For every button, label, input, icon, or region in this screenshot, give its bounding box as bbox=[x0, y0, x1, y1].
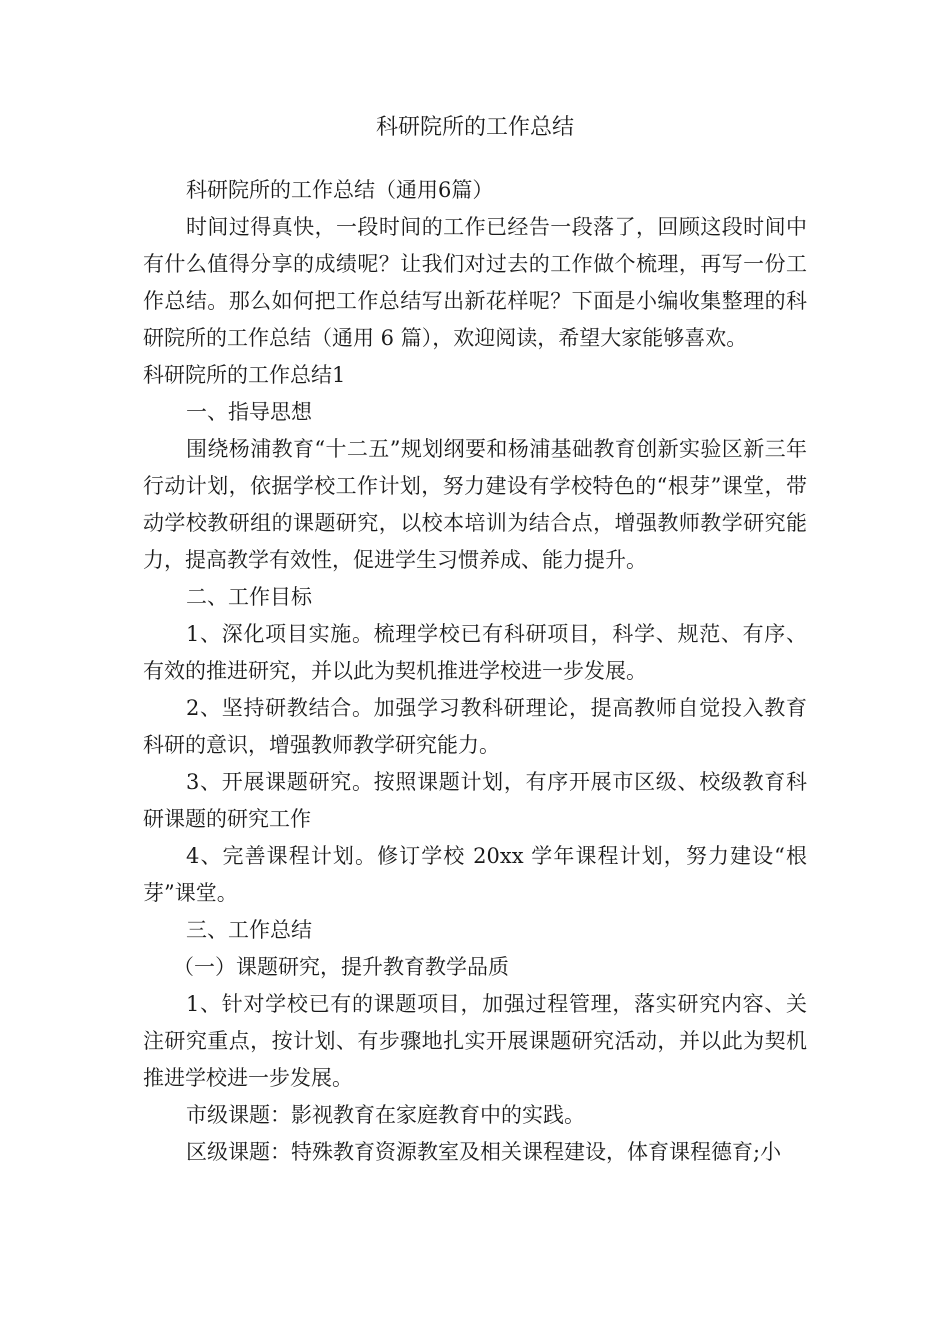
paragraph-subtitle: 科研院所的工作总结（通用6篇） bbox=[186, 178, 494, 202]
paragraph-guiding-ideology: 围绕杨浦教育“十二五”规划纲要和杨浦基础教育创新实验区新三年行动计划，依据学校工作计划，努力建设有学校特色的“根芽”课堂，带动学校教研组的课题研究，以校本培训为结合点，增强教师教学研究能力，提高教学有效性，促进学生习惯养成、能力提升。 bbox=[143, 437, 807, 572]
heading-work-goals: 二、工作目标 bbox=[186, 585, 312, 609]
goal-item-2: 2、坚持研教结合。加强学习教科研理论，提高教师自觉投入教育科研的意识，增强教师教学研究能力。 bbox=[143, 696, 807, 757]
subheading-research: （一）课题研究，提升教育教学品质 bbox=[173, 955, 509, 979]
city-level-topic: 市级课题：影视教育在家庭教育中的实践。 bbox=[186, 1103, 585, 1127]
document-body bbox=[143, 172, 807, 1171]
section-heading: 科研院所的工作总结1 bbox=[143, 363, 346, 387]
goal-item-4: 4、完善课程计划。修订学校 20xx 学年课程计划，努力建设“根芽”课堂。 bbox=[143, 844, 807, 905]
document-title: 科研院所的工作总结 bbox=[375, 115, 574, 140]
paragraph-intro: 时间过得真快，一段时间的工作已经告一段落了，回顾这段时间中有什么值得分享的成绩呢？让我们对过去的工作做个梳理，再写一份工作总结。那么如何把工作总结写出新花样呢？下面是小编收集整理的科研院所的工作总结（通用 6 篇），欢迎阅读，希望大家能够喜欢。 bbox=[143, 215, 807, 350]
goal-item-1: 1、深化项目实施。梳理学校已有科研项目，科学、规范、有序、有效的推进研究，并以此为契机推进学校进一步发展。 bbox=[143, 622, 807, 683]
district-level-topic: 区级课题：特殊教育资源教室及相关课程建设，体育课程德育;小 bbox=[186, 1140, 782, 1164]
summary-item-1: 1、针对学校已有的课题项目，加强过程管理，落实研究内容、关注研究重点，按计划、有步骤地扎实开展课题研究活动，并以此为契机推进学校进一步发展。 bbox=[143, 992, 807, 1090]
heading-work-summary: 三、工作总结 bbox=[186, 918, 312, 942]
goal-item-3: 3、开展课题研究。按照课题计划，有序开展市区级、校级教育科研课题的研究工作 bbox=[143, 770, 807, 831]
heading-guiding-ideology: 一、指导思想 bbox=[186, 400, 312, 424]
